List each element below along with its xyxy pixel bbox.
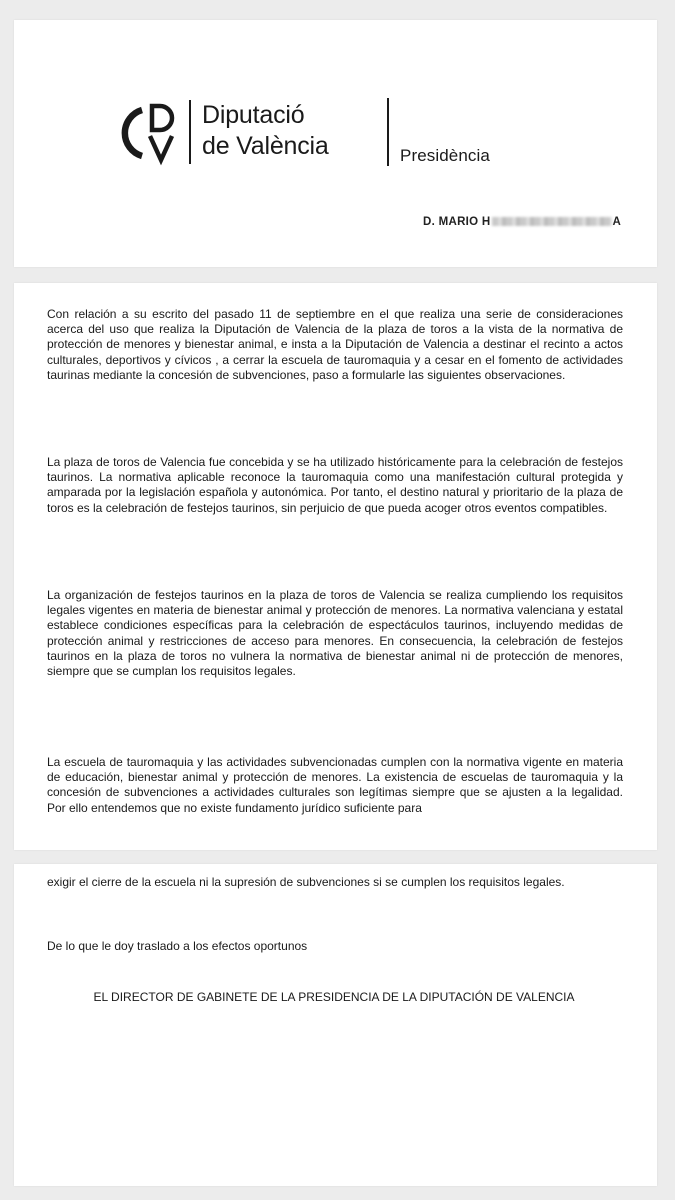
recipient-suffix: A <box>612 216 622 228</box>
closing-line: De lo que le doy traslado a los efectos oportunos <box>47 939 308 953</box>
letter-body-panel <box>14 283 657 850</box>
paragraph: Con relación a su escrito del pasado 11 de septiembre en el que realiza una serie de consideraciones acerca del uso que realiza la Diputación de Valencia de la plaza de toros a la vista de la normativa de protección de menores y bienestar animal, e insta a la Diputación de Valencia a destinar el recinto a actos culturales, deportivos y cívicos , a cerrar la escuela de tauromaquia y a cesar en el fomento de actividades taurinas mediante la concesión de subvenciones, paso a formularle las siguientes observaciones. <box>47 307 623 382</box>
signature-title: EL DIRECTOR DE GABINETE DE LA PRESIDENCIA DE LA DIPUTACIÓN DE VALENCIA <box>93 990 575 1004</box>
logo-divider <box>189 100 191 164</box>
letter-closing-panel <box>14 864 657 1186</box>
department-divider <box>387 98 389 166</box>
diputacio-logo-icon <box>120 98 190 168</box>
org-name-line1: Diputació <box>202 101 305 129</box>
org-name-line2: de València <box>202 132 329 160</box>
paragraph: La plaza de toros de Valencia fue concebida y se ha utilizado históricamente para la celebración de festejos taurinos. La normativa aplicable reconoce la tauromaquia como una manifestación cultural protegida y amparada por la legislación española y autonómica. Por tanto, el destino natural y prioritario de la plaza de toros es la celebración de festejos taurinos, sin perjuicio de que pueda acoger otros eventos compatibles. <box>47 455 623 515</box>
recipient-name <box>423 216 621 228</box>
org-name <box>202 100 329 162</box>
recipient-prefix: D. MARIO H <box>423 216 491 228</box>
paragraph: La organización de festejos taurinos en la plaza de toros de Valencia se realiza cumpliendo los requisitos legales vigentes en materia de bienestar animal y protección de menores. La normativa valenciana y estatal establece condiciones específicas para la celebración de espectáculos taurinos, incluyendo medidas de protección animal y restricciones de acceso para menores. En consecuencia, la celebración de festejos taurinos en la plaza de toros no vulnera la normativa de bienestar animal ni de protección de menores, siempre que se cumplan los requisitos legales. <box>47 588 623 679</box>
letterhead-panel <box>14 20 657 267</box>
paragraph: exigir el cierre de la escuela ni la supresión de subvenciones si se cumplen los requisitos legales. <box>47 875 565 889</box>
redacted-surname <box>492 217 612 226</box>
paragraph: La escuela de tauromaquia y las actividades subvencionadas cumplen con la normativa vigente en materia de educación, bienestar animal y protección de menores. La existencia de escuelas de tauromaquia y la concesión de subvenciones a actividades culturales son legítimas siempre que se ajusten a la legalidad. Por ello entendemos que no existe fundamento jurídico suficiente para <box>47 755 623 815</box>
department-name: Presidència <box>400 146 490 165</box>
